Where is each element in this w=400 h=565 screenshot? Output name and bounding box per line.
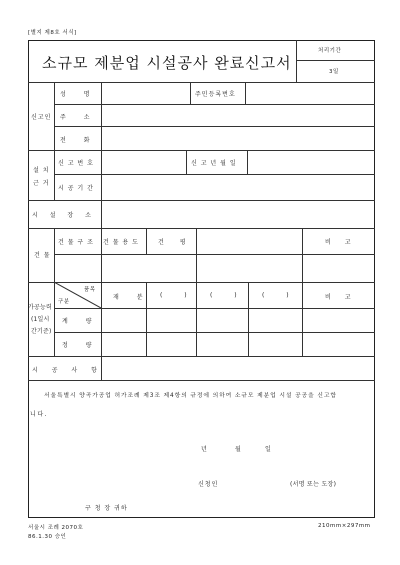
grid-line xyxy=(54,82,55,200)
statement-line-1: 서울특별시 양곡가공업 허가조례 제3조 제4항의 규정에 의하여 소규모 제분업 시설 공공을 신고합 xyxy=(44,393,337,399)
rrn-label: 주민등록번호 xyxy=(195,91,236,98)
item-col-2: ( ) xyxy=(210,292,238,299)
grid-line xyxy=(245,82,246,104)
footer-paper-size: 210mm×297mm xyxy=(318,523,371,529)
grid-line xyxy=(186,150,187,174)
capacity-group-label-3: 간기준) xyxy=(31,328,52,335)
site-label: 시 설 장 소 xyxy=(32,212,92,219)
measure-row-label: 계 량 xyxy=(62,318,93,325)
grid-line xyxy=(54,308,375,309)
applicant-group-label: 신고인 xyxy=(31,114,52,121)
grid-line xyxy=(54,254,375,255)
title-divider xyxy=(296,40,297,82)
construction-period-label: 시 공 기 간 xyxy=(58,185,94,192)
applicant-sign-label: 신청인 xyxy=(198,481,219,488)
install-group-label-1: 설 치 xyxy=(33,167,50,174)
type-header: 구분 xyxy=(58,299,70,305)
building-area-label: 건 평 xyxy=(158,239,187,246)
grid-line xyxy=(146,282,147,356)
grid-line xyxy=(101,356,102,380)
item-col-1: ( ) xyxy=(160,292,188,299)
grid-line xyxy=(101,82,102,356)
capacity-group-label-2: (1일시 xyxy=(31,316,50,323)
grid-line xyxy=(28,150,375,151)
item-header: 품목 xyxy=(84,287,96,293)
report-date-label: 신 고 년 월 일 xyxy=(191,160,237,167)
grid-line xyxy=(196,282,197,356)
address-label: 주 소 xyxy=(60,114,91,121)
date-year: 년 xyxy=(201,446,208,453)
capacity-remarks-label: 비 고 xyxy=(325,294,352,301)
grid-line xyxy=(190,82,191,104)
construction-items-label: 시 공 사 항 xyxy=(32,367,98,374)
grid-line xyxy=(28,82,375,83)
recipient: 구 청 장 귀하 xyxy=(85,505,128,512)
signature-seal-note: (서명 또는 도장) xyxy=(290,481,337,488)
phone-label: 전 화 xyxy=(60,137,91,144)
grid-line xyxy=(28,380,375,381)
grid-line xyxy=(54,174,375,175)
processing-value: 3일 xyxy=(329,69,339,75)
fixed-row-label: 정 량 xyxy=(62,342,93,349)
processing-label: 처리기간 xyxy=(318,48,342,54)
date-day: 일 xyxy=(265,446,272,453)
report-number-label: 신 고 번 호 xyxy=(58,160,94,167)
form-title: 소규모 제분업 시설공사 완료신고서 xyxy=(42,54,292,72)
building-structure-label: 건 물 구 조 xyxy=(58,239,94,246)
building-use-label: 건 물 용 도 xyxy=(103,239,139,246)
processing-divider xyxy=(296,60,375,61)
grid-line xyxy=(302,228,303,356)
grid-line xyxy=(28,228,375,229)
milling-header: 재 분 xyxy=(113,294,144,301)
date-month: 월 xyxy=(235,446,242,453)
statement-line-2: 니다. xyxy=(30,411,49,418)
grid-line xyxy=(54,332,375,333)
footer-approval: 86.1.30 승인 xyxy=(28,534,67,540)
install-group-label-2: 근 거 xyxy=(33,180,50,187)
grid-line xyxy=(28,356,375,357)
grid-line xyxy=(54,104,375,105)
item-col-3: ( ) xyxy=(262,292,290,299)
form-number-note: [별지 제8호 서식] xyxy=(28,30,77,36)
grid-line xyxy=(146,228,147,254)
grid-line xyxy=(54,126,375,127)
grid-line xyxy=(248,282,249,356)
capacity-group-label-1: 가공능력 xyxy=(28,304,52,311)
footer-ordinance: 서울시 조례 2070호 xyxy=(28,525,84,531)
grid-line xyxy=(28,200,375,201)
name-label: 성 명 xyxy=(60,91,91,98)
grid-line xyxy=(247,150,248,174)
building-group-label: 건 물 xyxy=(34,252,51,259)
building-remarks-label: 비 고 xyxy=(325,239,352,246)
grid-line xyxy=(196,228,197,282)
